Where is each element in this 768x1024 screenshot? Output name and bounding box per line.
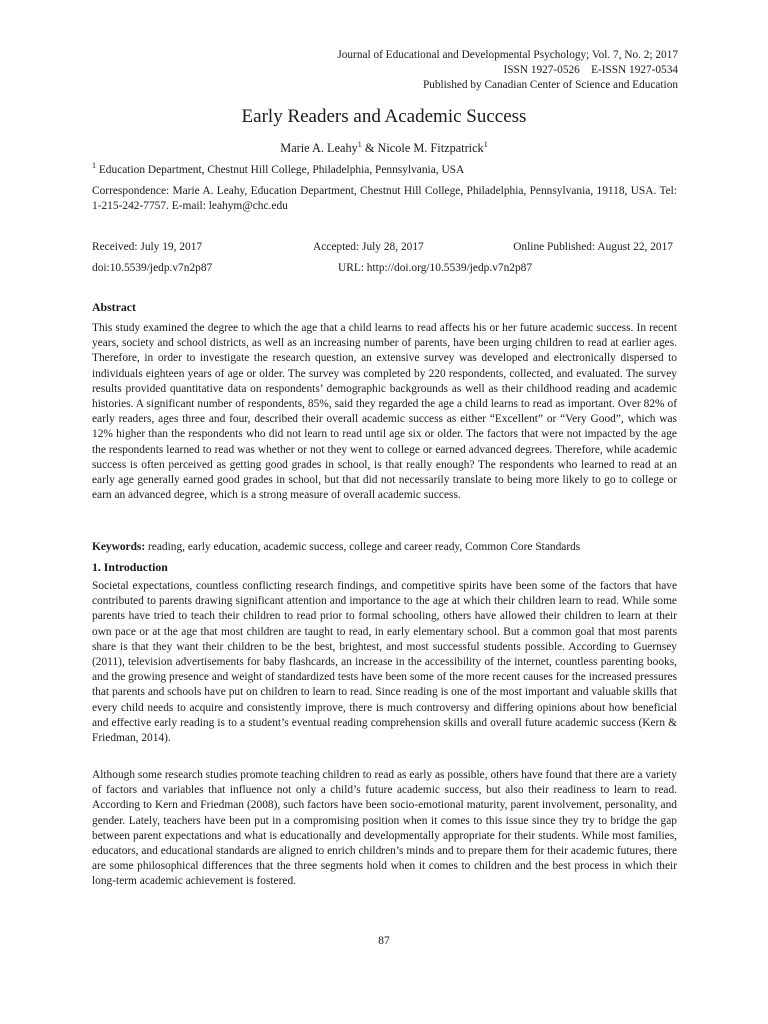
author-joiner: & [361, 141, 378, 155]
correspondence: Correspondence: Marie A. Leahy, Education Department, Chestnut Hill College, Philadelphia, Pennsylvania, 19118, USA. Tel: 1-215-242-7757. E-mail: leahym@chc.edu [92, 185, 677, 213]
keywords [92, 540, 677, 555]
journal-header [337, 48, 678, 93]
introduction-paragraph-1: Societal expectations, countless conflicting research findings, and competitive spirits have been some of the factors that have contributed to parents drawing significant attention and importance to the age at which their children learn to read. While some parents have tried to teach their children to read prior to formal schooling, others have allowed their children to learn at their own pace or at the age that most children are taught to read, in early elementary school. But a common goal that most parents share is that they want their children to be the best, brightest, and most successful students possible. According to Guernsey (2011), television advertisements for baby flashcards, an increase in the accessibility of the internet, countless parenting books, and the growing presence and weight of standardized tests have been some of the more recent causes for the increased pressures that parents and schools have put on children to learn to read. Since reading is one of the most important and valuable skills that every child needs to acquire and consistently improve, there is much controversy and differing opinions about how beneficial and effective early reading is to a student’s eventual reading comprehension skills and overall future academic success (Kern & Friedman, 2014). [92, 580, 677, 745]
author-2-name: Nicole M. Fitzpatrick [377, 141, 484, 155]
paper-title: Early Readers and Academic Success [241, 106, 527, 127]
page-number: 87 [378, 935, 390, 947]
keywords-text: reading, early education, academic success, college and career ready, Common Core Standards [145, 541, 581, 553]
received-date: Received: July 19, 2017 [92, 241, 203, 253]
doi-text: doi:10.5539/jedp.v7n2p87 [92, 262, 213, 274]
abstract-body: This study examined the degree to which the age that a child learns to read affects his or her future academic success. In recent years, society and school districts, as well as an increasing number of parents, have been urging children to read at earlier ages. Therefore, in order to investigate the research question, an extensive survey was developed and electronically dispersed to individuals eighteen years of age or older. The survey was completed by 220 respondents, collected, and evaluated. The survey results provided quantitative data on respondents’ demographic backgrounds as well as their childhood reading and academic histories. A significant number of respondents, 85%, said they regarded the age a child learns to read as important. Over 82% of early readers, ages three and four, described their overall academic success as either “Excellent” or “Very Good”, which was 12% higher than the respondents who did not learn to read until age six or older. The factors that were not impacted by the age the respondents learned to read was whether or not they went to college or earned advanced degrees. Therefore, while academic success is often perceived as getting good grades in school, is that really enough? The respondents who learned to read at an early age generally earned good grades in school, but that did not necessarily translate to being more likely to go to college or earn an advanced degree, which is a strong measure of overall academic success. [92, 322, 677, 502]
publication-dates [92, 240, 677, 255]
journal-publisher: Published by Canadian Center of Science and Education [422, 79, 678, 91]
article-identifiers [92, 261, 677, 276]
introduction-paragraph-2: Although some research studies promote teaching children to read as early as possible, others have found that there are a variety of factors and variables that influence not only a child’s future academic success, but also their readiness to learn to read. According to Kern and Friedman (2008), such factors have been socio-emotional maturity, parent involvement, personality, and gender. Lately, teachers have been put in a compromising position when it comes to this issue since they try to bridge the gap between parent expectations and what is educationally and developmentally appropriate for their students. While most families, educators, and educational standards are aligned to enrich children’s minds and to prepare them for their academic futures, there are some philosophical differences that the three segments hold when it comes to children and the best process in which their long-term academic achievement is fostered. [92, 769, 677, 888]
author-1-name: Marie A. Leahy [280, 141, 358, 155]
journal-issn: ISSN 1927-0526 E-ISSN 1927-0534 [503, 64, 678, 76]
introduction-heading: 1. Introduction [92, 560, 168, 574]
published-date: Online Published: August 22, 2017 [513, 241, 673, 253]
affiliation [92, 163, 677, 178]
affiliation-text: Education Department, Chestnut Hill College, Philadelphia, Pennsylvania, USA [96, 164, 465, 176]
accepted-date: Accepted: July 28, 2017 [313, 241, 424, 253]
keywords-label: Keywords: [92, 541, 146, 553]
journal-citation: Journal of Educational and Developmental Psychology; Vol. 7, No. 2; 2017 [337, 49, 678, 61]
doi-url: URL: http://doi.org/10.5539/jedp.v7n2p87 [338, 262, 533, 274]
affiliation-mark: 1 [92, 161, 96, 171]
abstract-heading: Abstract [92, 300, 136, 314]
author-1-affiliation-mark: 1 [357, 139, 362, 149]
author-2-affiliation-mark: 1 [483, 139, 488, 149]
author-line [0, 141, 768, 156]
